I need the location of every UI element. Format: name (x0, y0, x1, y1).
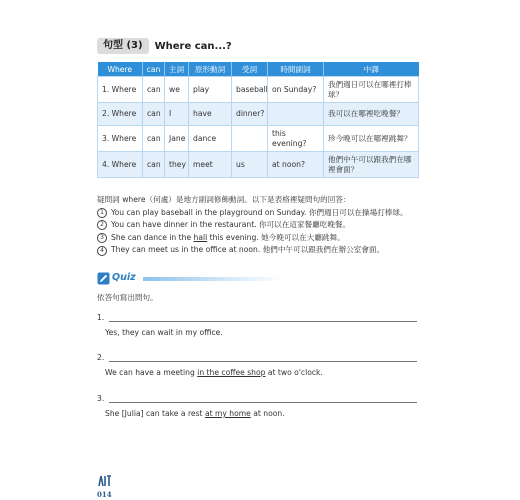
table-cell: us (232, 152, 268, 178)
answer-text: You can have dinner in the restaurant. 你可以在這家餐廳吃晚餐。 (111, 220, 351, 230)
table-header-cell: 原形動詞 (189, 62, 232, 77)
table-cell: baseball (232, 77, 268, 103)
table-header-cell: 時間副詞 (268, 62, 324, 77)
answer-text-start: She [Julia] can take a rest (105, 409, 205, 418)
answer-item (97, 207, 437, 220)
table-cell: 他們中午可以跟我們在哪裡會面？ (324, 152, 419, 178)
quiz-question (97, 352, 417, 377)
table-cell: can (143, 126, 165, 152)
answer-item (97, 244, 437, 257)
table-cell: I (165, 103, 189, 126)
given-answer (105, 328, 417, 337)
underlined-phrase: at my home (204, 409, 251, 418)
answer-text-start: We can have a meeting (105, 368, 198, 377)
table-cell: 1. Where (98, 77, 143, 103)
table-cell: this evening? (268, 126, 324, 152)
answer-text: They can meet us in the office at noon. 他們中午可以跟我們在辦公室會面。 (111, 245, 385, 255)
quiz-heading (97, 271, 287, 287)
table-header-cell: 主詞 (165, 62, 189, 77)
question-number: 2. (97, 353, 105, 362)
table-header-cell: 中譯 (324, 62, 419, 77)
table-header-cell: can (143, 62, 165, 77)
table-cell: can (143, 103, 165, 126)
table-cell: Jane (165, 126, 189, 152)
given-answer (105, 368, 417, 377)
table-cell: at noon? (268, 152, 324, 178)
underlined-word: hall (193, 232, 208, 242)
quiz-question (97, 312, 417, 337)
pencil-icon (97, 272, 110, 285)
circled-number: 3 (97, 233, 107, 243)
table-cell: they (165, 152, 189, 178)
table-header-cell: 受詞 (232, 62, 268, 77)
explanation-intro: 疑問詞 where（何處）是地方副詞修飾動詞。以下是表格裡疑問句的回答： (97, 195, 351, 204)
answer-text: Yes, they can wait in my office. (105, 328, 223, 337)
explanation-block (97, 194, 437, 257)
page-number-block (97, 472, 113, 499)
answer-blank-line[interactable] (109, 313, 417, 322)
table-cell: 我們週日可以在哪裡打棒球？ (324, 77, 419, 103)
table-cell: on Sunday? (268, 77, 324, 103)
circled-number: 2 (97, 220, 107, 230)
table-header-cell: Where (98, 62, 143, 77)
answer-blank-line[interactable] (109, 353, 417, 362)
answer-blank-line[interactable] (109, 394, 417, 403)
quiz-underline-bar (143, 277, 283, 281)
quiz-instruction: 依答句寫出問句。 (97, 293, 158, 302)
answer-text-end: at noon. (250, 409, 285, 418)
circled-number: 4 (97, 246, 107, 256)
table-cell: can (143, 77, 165, 103)
quiz-question (97, 393, 417, 418)
table-cell (268, 103, 324, 126)
answer-text-start: She can dance in the (111, 232, 194, 242)
page-number: 014 (97, 490, 112, 499)
table-cell: play (189, 77, 232, 103)
table-cell: dance (189, 126, 232, 152)
answer-item (97, 232, 437, 245)
table-cell (232, 126, 268, 152)
answer-text-end: this evening. 她今晚可以在大廳跳舞。 (207, 232, 345, 242)
table-row (98, 77, 419, 103)
pattern-badge: 句型 (3) (97, 38, 149, 54)
question-number: 1. (97, 313, 105, 322)
table-cell: can (143, 152, 165, 178)
table-row (98, 152, 419, 178)
table-cell: 2. Where (98, 103, 143, 126)
sentence-pattern-heading (97, 37, 232, 55)
table-cell: 4. Where (98, 152, 143, 178)
table-cell: have (189, 103, 232, 126)
quiz-label: Quiz (112, 272, 136, 283)
question-number: 3. (97, 394, 105, 403)
circled-number: 1 (97, 208, 107, 218)
publisher-logo-icon (97, 475, 113, 487)
table-cell: we (165, 77, 189, 103)
given-answer (105, 409, 417, 418)
answer-text (111, 232, 345, 245)
table-cell: 珍今晚可以在哪裡跳舞？ (324, 126, 419, 152)
answer-text: You can play baseball in the playground on Sunday. 你們週日可以在操場打棒球。 (111, 207, 408, 217)
grammar-table (97, 62, 419, 178)
table-header-row (98, 62, 419, 77)
table-cell: 我可以在哪裡吃晚餐？ (324, 103, 419, 126)
answer-text-end: at two o'clock. (265, 368, 323, 377)
table-cell: 3. Where (98, 126, 143, 152)
table-cell: dinner? (232, 103, 268, 126)
pattern-title: Where can...? (154, 40, 232, 52)
underlined-phrase: in the coffee shop (197, 368, 266, 377)
table-cell: meet (189, 152, 232, 178)
table-row (98, 103, 419, 126)
table-row (98, 126, 419, 152)
answer-item (97, 219, 437, 232)
